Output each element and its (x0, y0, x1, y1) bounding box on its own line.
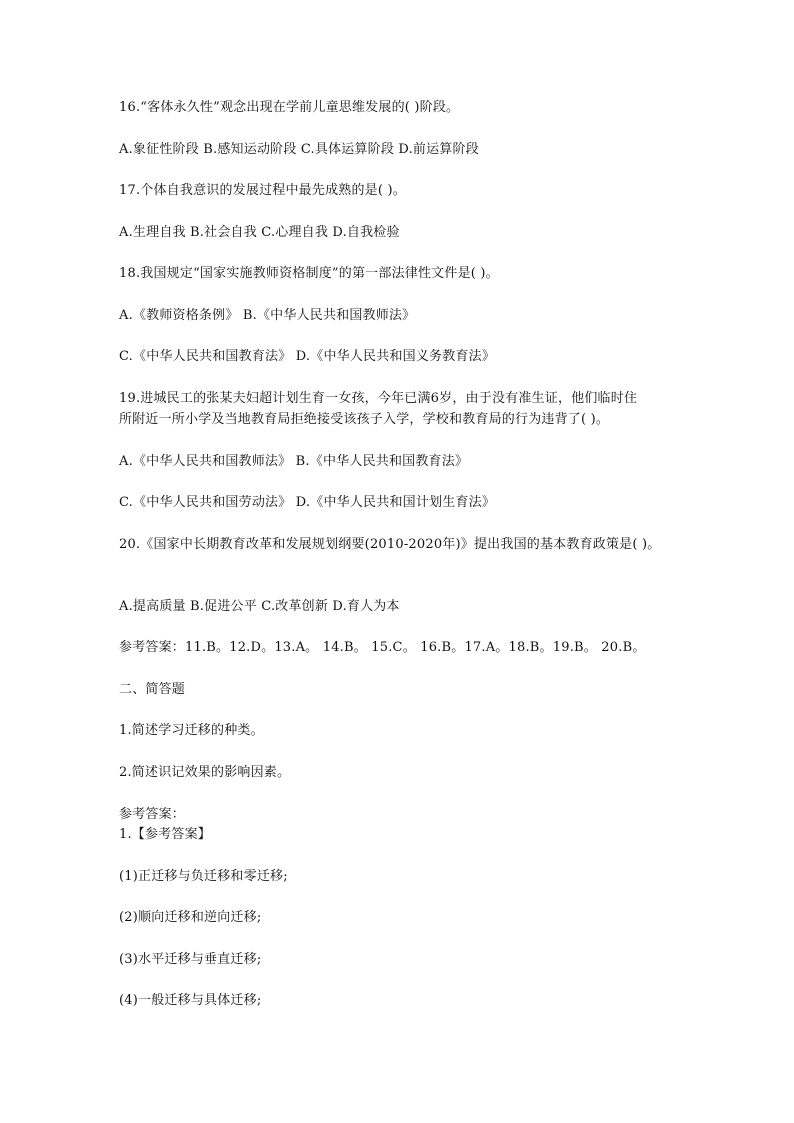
question-18-options-line2: C.《中华人民共和国教育法》 D.《中华人民共和国义务教育法》 (119, 349, 496, 364)
question-19-options-line1: A.《中华人民共和国教师法》 B.《中华人民共和国教育法》 (119, 454, 469, 469)
question-16-options: A.象征性阶段 B.感知运动阶段 C.具体运算阶段 D.前运算阶段 (119, 142, 479, 157)
short-answer-2: 2.简述识记效果的影响因素。 (119, 765, 291, 780)
question-20-options: A.提高质量 B.促进公平 C.改革创新 D.育人为本 (119, 599, 400, 614)
question-16: 16.“客体永久性”观念出现在学前儿童思维发展的( )阶段。 (119, 100, 460, 115)
question-17: 17.个体自我意识的发展过程中最先成熟的是( )。 (119, 183, 406, 198)
question-17-options: A.生理自我 B.社会自我 C.心理自我 D.自我检验 (119, 225, 400, 240)
question-20: 20.《国家中长期教育改革和发展规划纲要(2010-2020年)》提出我国的基本教育政策是( )。 (119, 537, 661, 552)
question-19-line1: 19.进城民工的张某夫妇超计划生育一女孩，今年已满6岁，由于没有准生证，他们临时住 (119, 391, 638, 406)
question-19-line2: 所附近一所小学及当地教育局拒绝接受该孩子入学，学校和教育局的行为违背了( )。 (119, 412, 610, 427)
question-18: 18.我国规定“国家实施教师资格制度”的第一部法律性文件是( )。 (119, 266, 499, 281)
answer-key: 参考答案：11.B。12.D。13.A。 14.B。 15.C。 16.B。17.A。18.B。19.B。 20.B。 (119, 640, 646, 655)
short-answer-1: 1.简述学习迁移的种类。 (119, 723, 264, 738)
answer-item-4: (4)一般迁移与具体迁移; (119, 993, 262, 1008)
question-18-options-line1: A.《教师资格条例》 B.《中华人民共和国教师法》 (119, 308, 416, 323)
answer-item-3: (3)水平迁移与垂直迁移; (119, 952, 262, 967)
answer-item-2: (2)顺向迁移和逆向迁移; (119, 910, 262, 925)
question-19-options-line2: C.《中华人民共和国劳动法》 D.《中华人民共和国计划生育法》 (119, 495, 496, 510)
answers-label: 参考答案： (119, 807, 186, 822)
answer-item-1: (1)正迁移与负迁移和零迁移; (119, 869, 288, 884)
section-title: 二、简答题 (119, 682, 186, 697)
answer-1-heading: 1.【参考答案】 (119, 827, 212, 842)
